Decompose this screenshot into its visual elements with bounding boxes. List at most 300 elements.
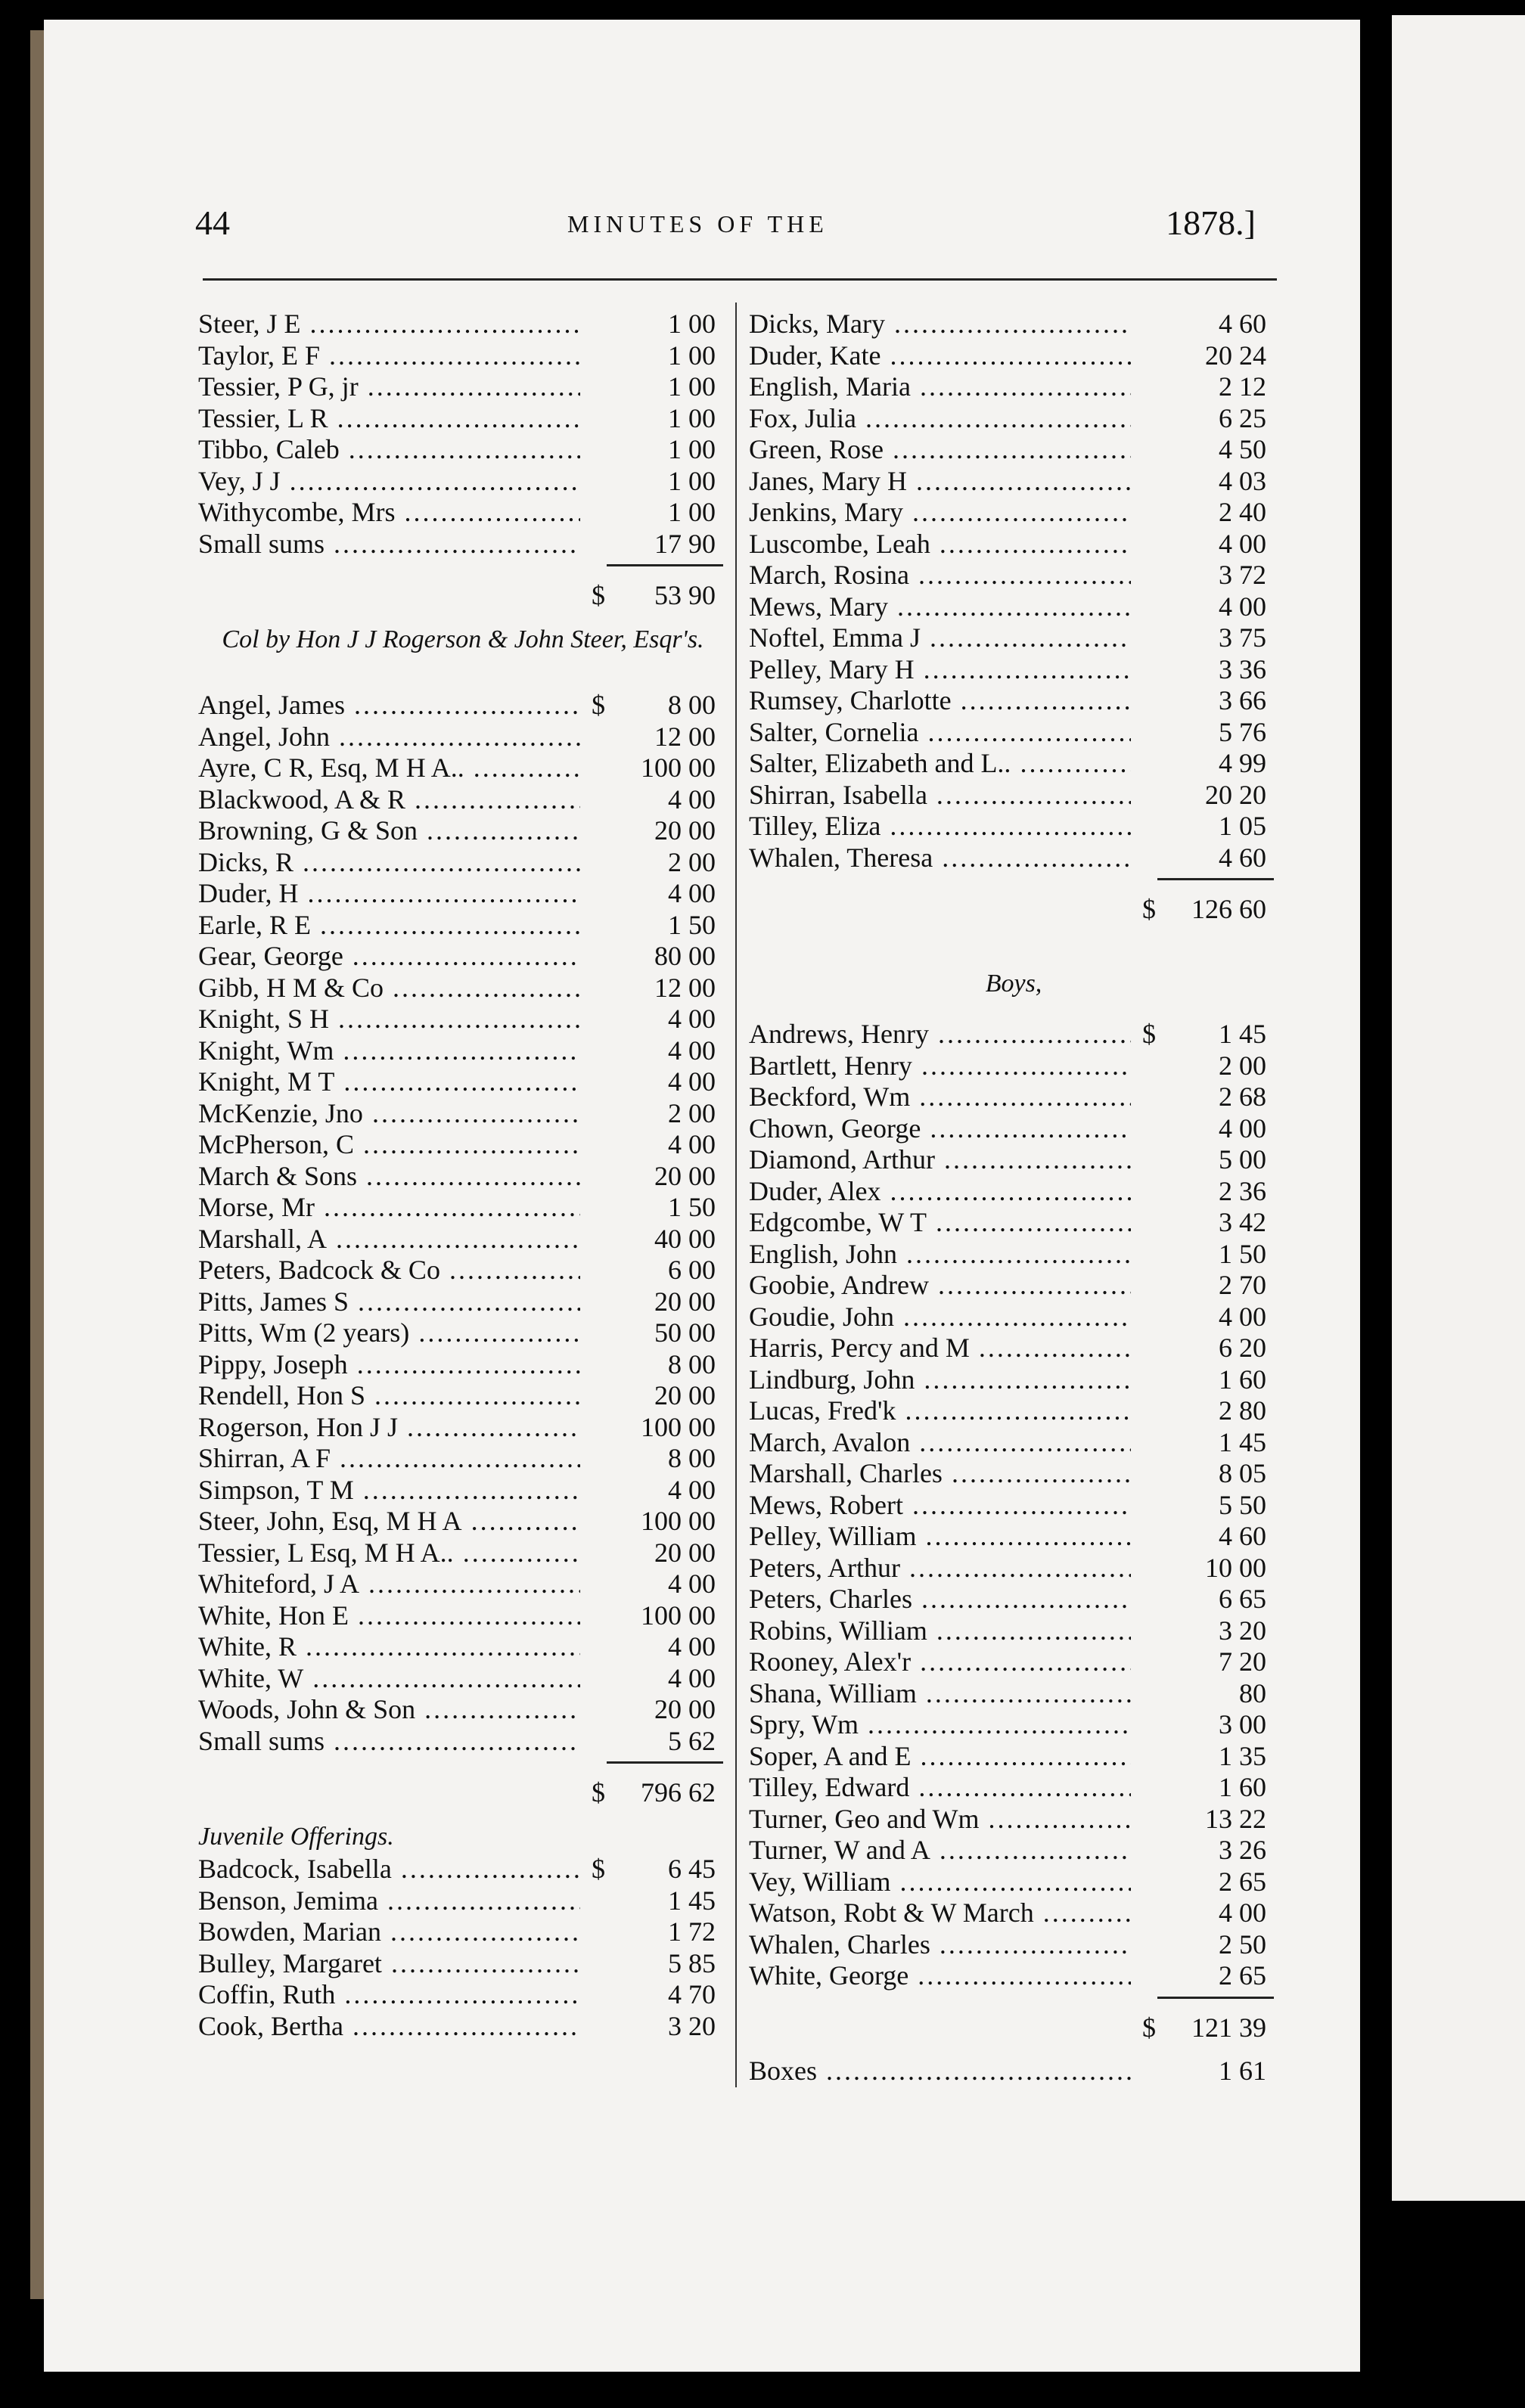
entry-amount: 4 00 xyxy=(668,1662,716,1693)
entry-amount: 4 50 xyxy=(1219,434,1266,464)
entry-amount: 1 00 xyxy=(668,309,716,339)
entry-name: Badcock, Isabella ..... xyxy=(198,1854,580,1885)
entry-amount: 3 00 xyxy=(1219,1709,1266,1739)
entry-amount: 20 00 xyxy=(654,1286,716,1317)
right-list-a xyxy=(749,309,1278,874)
entry-name: Benson, Jemima ..... xyxy=(198,1885,580,1917)
entry-row xyxy=(749,1364,1278,1396)
entry-name: White, Hon E ..... xyxy=(198,1600,580,1632)
entry-amount: 5 62 xyxy=(668,1725,716,1756)
entry-amount: 4 00 xyxy=(1219,1112,1266,1143)
entry-amount: 1 61 xyxy=(1219,2055,1266,2086)
entry-name: Angel, James ..... xyxy=(198,690,580,721)
entry-row xyxy=(198,466,728,498)
entry-row xyxy=(198,1506,728,1538)
entry-row xyxy=(749,685,1278,717)
entry-name: Diamond, Arthur ..... xyxy=(749,1144,1131,1176)
entry-name: Boxes ..... xyxy=(749,2056,1131,2087)
entry-amount: 3 42 xyxy=(1219,1207,1266,1237)
entry-name: Marshall, Charles ..... xyxy=(749,1458,1131,1490)
section-heading: Juvenile Offerings. xyxy=(198,1823,394,1851)
entry-amount: 1 60 xyxy=(1219,1772,1266,1802)
entry-amount: 1 72 xyxy=(668,1916,716,1947)
entry-name: Knight, S H ..... xyxy=(198,1004,580,1035)
entry-row xyxy=(198,1538,728,1569)
entry-amount: 1 00 xyxy=(668,340,716,371)
entry-row xyxy=(198,309,728,340)
entry-name: Earle, R E ..... xyxy=(198,910,580,942)
right-total-b xyxy=(749,1992,1278,2056)
entry-row xyxy=(198,1286,728,1318)
entry-amount: 5 76 xyxy=(1219,716,1266,747)
entry-amount: 2 80 xyxy=(1219,1395,1266,1426)
entry-name: Taylor, E F ..... xyxy=(198,340,580,372)
entry-amount: 1 35 xyxy=(1219,1740,1266,1771)
entry-name: Turner, Geo and Wm ..... xyxy=(749,1804,1131,1835)
entry-name: White, George ..... xyxy=(749,1960,1131,1992)
entry-amount: 4 00 xyxy=(668,1569,716,1599)
entry-amount: 12 00 xyxy=(654,972,716,1003)
entry-row xyxy=(198,1663,728,1695)
entry-name: Pitts, Wm (2 years) ..... xyxy=(198,1317,580,1349)
entry-row xyxy=(749,1333,1278,1364)
right-column xyxy=(749,309,1278,2087)
entry-row xyxy=(198,1349,728,1381)
entry-name: Robins, William ..... xyxy=(749,1615,1131,1647)
entry-row xyxy=(198,690,728,721)
entry-amount: 20 24 xyxy=(1205,340,1266,371)
entry-name: Bowden, Marian ..... xyxy=(198,1916,580,1948)
entry-amount: 2 68 xyxy=(1219,1081,1266,1112)
book-spine-edge xyxy=(30,30,45,2299)
entry-name: Duder, Kate ..... xyxy=(749,340,1131,372)
entry-amount: 8 05 xyxy=(1219,1458,1266,1488)
entry-amount: 4 60 xyxy=(1219,309,1266,339)
entry-name: Steer, John, Esq, M H A ..... xyxy=(198,1506,580,1538)
entry-amount: 4 70 xyxy=(668,1979,716,2009)
entry-amount: 1 00 xyxy=(668,402,716,433)
entry-amount: 100 00 xyxy=(641,1411,716,1442)
entry-row xyxy=(198,340,728,372)
entry-row xyxy=(749,1081,1278,1113)
entry-row xyxy=(198,1854,728,1885)
entry-amount: 100 00 xyxy=(641,1506,716,1536)
entry-amount: 6 45 xyxy=(668,1854,716,1884)
entry-amount: 2 65 xyxy=(1219,1866,1266,1897)
entry-name: Dicks, R ..... xyxy=(198,847,580,879)
entry-row xyxy=(198,721,728,753)
section-heading: Col by Hon J J Rogerson & John Steer, Esqr's. xyxy=(222,625,704,653)
entry-amount: 1 45 xyxy=(1219,1019,1266,1049)
entry-amount: 4 00 xyxy=(668,1066,716,1097)
entry-row xyxy=(198,1192,728,1224)
entry-name: Rogerson, Hon J J ..... xyxy=(198,1412,580,1444)
entry-row xyxy=(749,340,1278,372)
entry-row xyxy=(198,847,728,879)
entry-row xyxy=(198,752,728,784)
right-list-b xyxy=(749,1019,1278,1992)
entry-row xyxy=(198,1569,728,1600)
entry-amount: 4 00 xyxy=(1219,591,1266,622)
entry-name: Pippy, Joseph ..... xyxy=(198,1349,580,1381)
entry-row xyxy=(198,1443,728,1475)
entry-amount: 2 00 xyxy=(1219,1050,1266,1081)
entry-name: Tibbo, Caleb ..... xyxy=(198,434,580,466)
entry-amount: 2 50 xyxy=(1219,1929,1266,1960)
entry-name: Mews, Mary ..... xyxy=(749,591,1131,623)
entry-amount: 3 36 xyxy=(1219,653,1266,684)
spacer xyxy=(749,937,1278,967)
entry-row xyxy=(198,1129,728,1161)
entry-name: Pelley, William ..... xyxy=(749,1521,1131,1553)
entry-row xyxy=(198,1631,728,1663)
entry-row xyxy=(198,1600,728,1632)
entry-name: March, Rosina ..... xyxy=(749,560,1131,591)
entry-amount: 6 65 xyxy=(1219,1584,1266,1614)
entry-row xyxy=(749,654,1278,686)
dollar-sign: $ xyxy=(592,690,605,720)
entry-amount: 2 00 xyxy=(668,846,716,877)
entry-name: Goobie, Andrew ..... xyxy=(749,1270,1131,1302)
entry-name: Pelley, Mary H ..... xyxy=(749,654,1131,686)
entry-amount: 4 00 xyxy=(1219,1898,1266,1928)
entry-amount: 1 60 xyxy=(1219,1364,1266,1395)
entry-amount: 2 00 xyxy=(668,1097,716,1128)
entry-name: Knight, Wm ..... xyxy=(198,1035,580,1067)
entry-amount: 1 00 xyxy=(668,497,716,527)
entry-row xyxy=(749,1584,1278,1615)
entry-amount: 2 36 xyxy=(1219,1175,1266,1206)
entry-amount: 4 99 xyxy=(1219,748,1266,778)
entry-row xyxy=(198,2011,728,2043)
entry-name: Small sums ..... xyxy=(198,529,580,560)
entry-row xyxy=(749,1458,1278,1490)
entry-row xyxy=(198,1475,728,1507)
entry-amount: 20 00 xyxy=(654,1694,716,1724)
entry-row xyxy=(749,1144,1278,1176)
entry-row xyxy=(749,1898,1278,1929)
dollar-sign: $ xyxy=(1142,1019,1156,1049)
entry-row xyxy=(749,1709,1278,1741)
entry-name: White, W ..... xyxy=(198,1663,580,1695)
entry-row xyxy=(749,1521,1278,1553)
entry-name: McPherson, C ..... xyxy=(198,1129,580,1161)
entry-name: Peters, Badcock & Co ..... xyxy=(198,1255,580,1286)
entry-row xyxy=(749,1427,1278,1459)
entry-row xyxy=(749,1772,1278,1804)
entry-row xyxy=(749,1646,1278,1678)
entry-row xyxy=(198,1066,728,1098)
entry-name: Shana, William ..... xyxy=(749,1678,1131,1710)
entry-name: Bulley, Margaret ..... xyxy=(198,1948,580,1980)
dollar-sign: $ xyxy=(592,580,605,610)
entry-amount: 1 00 xyxy=(668,434,716,464)
entry-name: Green, Rose ..... xyxy=(749,434,1131,466)
entry-amount: 3 75 xyxy=(1219,622,1266,653)
entry-row xyxy=(198,784,728,816)
entry-amount: 2 12 xyxy=(1219,371,1266,402)
entry-name: Mews, Robert ..... xyxy=(749,1490,1131,1522)
entry-row xyxy=(749,1490,1278,1522)
entry-amount: 4 60 xyxy=(1219,842,1266,873)
entry-amount: 4 00 xyxy=(668,784,716,815)
entry-amount: 3 20 xyxy=(668,2010,716,2041)
left-column xyxy=(198,309,728,2042)
entry-name: Tessier, L R ..... xyxy=(198,403,580,435)
entry-row xyxy=(198,371,728,403)
entry-name: Lindburg, John ..... xyxy=(749,1364,1131,1396)
entry-amount: 17 90 xyxy=(654,528,716,559)
entry-name: Edgcombe, W T ..... xyxy=(749,1207,1131,1239)
entry-amount: 6 00 xyxy=(668,1255,716,1285)
entry-name: Goudie, John ..... xyxy=(749,1302,1131,1333)
dollar-sign: $ xyxy=(592,1854,605,1884)
entry-name: Tilley, Eliza ..... xyxy=(749,811,1131,842)
entry-amount: 80 00 xyxy=(654,941,716,971)
entry-name: Whiteford, J A ..... xyxy=(198,1569,580,1600)
entry-name: Jenkins, Mary ..... xyxy=(749,497,1131,529)
entry-name: Rendell, Hon S ..... xyxy=(198,1380,580,1412)
entry-name: Simpson, T M ..... xyxy=(198,1475,580,1507)
entry-name: Andrews, Henry ..... xyxy=(749,1019,1131,1050)
entry-name: Tessier, L Esq, M H A.. ..... xyxy=(198,1538,580,1569)
entry-amount: 20 00 xyxy=(654,1160,716,1191)
entry-row xyxy=(749,497,1278,529)
entry-amount: 8 00 xyxy=(668,1348,716,1379)
entry-row xyxy=(198,1255,728,1286)
entry-name: Shirran, A F ..... xyxy=(198,1443,580,1475)
entry-row xyxy=(749,1867,1278,1898)
entry-name: Rumsey, Charlotte ..... xyxy=(749,685,1131,717)
entry-name: Salter, Cornelia ..... xyxy=(749,717,1131,749)
entry-name: Tessier, P G, jr ..... xyxy=(198,371,580,403)
entry-name: Beckford, Wm ..... xyxy=(749,1081,1131,1113)
entry-name: Spry, Wm ..... xyxy=(749,1709,1131,1741)
entry-row xyxy=(749,403,1278,435)
entry-row xyxy=(749,622,1278,654)
entry-amount: 4 00 xyxy=(668,1129,716,1159)
entry-row xyxy=(198,1916,728,1948)
entry-row xyxy=(749,466,1278,498)
entry-row xyxy=(749,748,1278,780)
entry-amount: 100 00 xyxy=(641,752,716,783)
entry-amount: 4 00 xyxy=(668,1004,716,1034)
entry-name: Pitts, James S ..... xyxy=(198,1286,580,1318)
entry-amount: 4 00 xyxy=(668,1474,716,1505)
entry-row xyxy=(749,1835,1278,1867)
page-number: 44 xyxy=(195,203,230,242)
entry-row xyxy=(749,1239,1278,1271)
entry-amount: 50 00 xyxy=(654,1317,716,1348)
entry-row xyxy=(749,371,1278,403)
entry-row xyxy=(198,878,728,910)
left-total-a xyxy=(198,560,728,623)
entry-row xyxy=(198,1224,728,1255)
entry-row xyxy=(198,815,728,847)
entry-row xyxy=(749,1270,1278,1302)
total-amount: 121 39 xyxy=(1191,2012,1266,2043)
total-rule xyxy=(607,564,723,566)
entry-row xyxy=(198,1694,728,1726)
entry-row xyxy=(749,529,1278,560)
entry-row xyxy=(198,1004,728,1035)
entry-amount: 1 45 xyxy=(668,1885,716,1916)
entry-row xyxy=(749,1050,1278,1082)
entry-name: White, R ..... xyxy=(198,1631,580,1663)
entry-row xyxy=(749,842,1278,874)
entry-amount: 3 20 xyxy=(1219,1615,1266,1646)
entry-name: Knight, M T ..... xyxy=(198,1066,580,1098)
entry-row xyxy=(749,1741,1278,1773)
entry-amount: 1 50 xyxy=(668,909,716,940)
entry-amount: 7 20 xyxy=(1219,1646,1266,1677)
entry-name: Peters, Arthur ..... xyxy=(749,1553,1131,1584)
entry-row xyxy=(749,811,1278,842)
entry-amount: 1 50 xyxy=(668,1192,716,1222)
entry-row xyxy=(749,1176,1278,1208)
entry-row xyxy=(198,529,728,560)
spacer xyxy=(749,1001,1278,1019)
entry-amount: 80 xyxy=(1239,1677,1266,1708)
running-year: 1878.] xyxy=(1166,203,1256,242)
entry-name: March & Sons ..... xyxy=(198,1161,580,1193)
section-heading: Boys, xyxy=(985,970,1042,998)
entry-name: Woods, John & Son ..... xyxy=(198,1694,580,1726)
entry-row xyxy=(198,403,728,435)
entry-name: Tilley, Edward ..... xyxy=(749,1772,1131,1804)
entry-amount: 4 60 xyxy=(1219,1521,1266,1551)
right-list-c xyxy=(749,2056,1278,2087)
entry-name: Gear, George ..... xyxy=(198,941,580,973)
entry-name: Rooney, Alex'r ..... xyxy=(749,1646,1131,1678)
entry-name: Coffin, Ruth ..... xyxy=(198,1979,580,2011)
entry-amount: 2 70 xyxy=(1219,1270,1266,1300)
entry-row xyxy=(198,497,728,529)
entry-amount: 20 00 xyxy=(654,1537,716,1568)
total-rule xyxy=(1157,878,1274,880)
left-total-b xyxy=(198,1757,728,1820)
entry-name: Steer, J E ..... xyxy=(198,309,580,340)
entry-name: Blackwood, A & R ..... xyxy=(198,784,580,816)
total-amount: 53 90 xyxy=(654,580,716,610)
entry-row xyxy=(198,1726,728,1758)
entry-name: March, Avalon ..... xyxy=(749,1427,1131,1459)
entry-row xyxy=(749,1678,1278,1710)
entry-name: Whalen, Theresa ..... xyxy=(749,842,1131,874)
entry-name: Fox, Julia ..... xyxy=(749,403,1131,435)
entry-amount: 3 72 xyxy=(1219,560,1266,590)
entry-row xyxy=(198,1161,728,1193)
entry-row xyxy=(749,560,1278,591)
entry-name: Luscombe, Leah ..... xyxy=(749,529,1131,560)
entry-row xyxy=(749,1615,1278,1647)
left-list-c xyxy=(198,1854,728,2042)
entry-row xyxy=(749,1960,1278,1992)
left-list-a xyxy=(198,309,728,560)
entry-name: Duder, H ..... xyxy=(198,878,580,910)
entry-name: Soper, A and E ..... xyxy=(749,1741,1131,1773)
entry-row xyxy=(749,1302,1278,1333)
column-divider xyxy=(735,303,737,2087)
entry-amount: 2 65 xyxy=(1219,1960,1266,1991)
entry-row xyxy=(749,591,1278,623)
entry-amount: 10 00 xyxy=(1205,1552,1266,1583)
entry-name: Watson, Robt & W March ..... xyxy=(749,1898,1131,1929)
entry-name: Bartlett, Henry ..... xyxy=(749,1050,1131,1082)
adjacent-page-edge xyxy=(1392,15,1525,2201)
entry-name: Small sums ..... xyxy=(198,1726,580,1758)
entry-row xyxy=(198,1380,728,1412)
entry-amount: 2 40 xyxy=(1219,497,1266,527)
entry-name: Lucas, Fred'k ..... xyxy=(749,1395,1131,1427)
entry-row xyxy=(749,1395,1278,1427)
entry-row xyxy=(198,1412,728,1444)
entry-name: Vey, William ..... xyxy=(749,1867,1131,1898)
entry-name: Janes, Mary H ..... xyxy=(749,466,1131,498)
entry-name: Withycombe, Mrs ..... xyxy=(198,497,580,529)
entry-amount: 20 20 xyxy=(1205,779,1266,810)
entry-name: Ayre, C R, Esq, M H A.. ..... xyxy=(198,752,580,784)
entry-name: Browning, G & Son ..... xyxy=(198,815,580,847)
entry-row xyxy=(749,1929,1278,1961)
entry-name: Marshall, A ..... xyxy=(198,1224,580,1255)
entry-amount: 4 00 xyxy=(1219,1301,1266,1332)
total-rule xyxy=(607,1761,723,1764)
entry-amount: 13 22 xyxy=(1205,1803,1266,1834)
entry-row xyxy=(749,780,1278,811)
entry-amount: 1 50 xyxy=(1219,1238,1266,1269)
entry-amount: 8 00 xyxy=(668,690,716,720)
entry-name: Gibb, H M & Co ..... xyxy=(198,973,580,1004)
entry-name: Duder, Alex ..... xyxy=(749,1176,1131,1208)
entry-name: English, Maria ..... xyxy=(749,371,1131,403)
right-total-a xyxy=(749,874,1278,937)
entry-row xyxy=(198,1948,728,1980)
entry-amount: 3 26 xyxy=(1219,1835,1266,1865)
entry-amount: 3 66 xyxy=(1219,685,1266,715)
entry-amount: 4 00 xyxy=(668,1035,716,1066)
entry-name: Chown, George ..... xyxy=(749,1113,1131,1145)
entry-name: McKenzie, Jno ..... xyxy=(198,1098,580,1130)
entry-row xyxy=(198,941,728,973)
entry-amount: 40 00 xyxy=(654,1223,716,1254)
entry-name: English, John ..... xyxy=(749,1239,1131,1271)
page-header xyxy=(189,203,1256,248)
entry-row xyxy=(749,1113,1278,1145)
total-rule xyxy=(1157,1997,1274,1999)
entry-amount: 5 85 xyxy=(668,1947,716,1978)
entry-name: Turner, W and A ..... xyxy=(749,1835,1131,1867)
entry-row xyxy=(198,1035,728,1067)
entry-row xyxy=(749,2056,1278,2087)
left-list-b xyxy=(198,690,728,1757)
entry-amount: 4 00 xyxy=(668,878,716,908)
entry-row xyxy=(749,1207,1278,1239)
entry-row xyxy=(749,309,1278,340)
entry-name: Noftel, Emma J ..... xyxy=(749,622,1131,654)
entry-row xyxy=(198,434,728,466)
entry-amount: 8 00 xyxy=(668,1443,716,1473)
entry-amount: 1 00 xyxy=(668,371,716,402)
entry-row xyxy=(198,1098,728,1130)
entry-row xyxy=(749,1019,1278,1050)
entry-row xyxy=(749,434,1278,466)
header-rule xyxy=(203,278,1277,281)
entry-name: Angel, John ..... xyxy=(198,721,580,753)
entry-row xyxy=(198,973,728,1004)
entry-name: Morse, Mr ..... xyxy=(198,1192,580,1224)
entry-row xyxy=(198,910,728,942)
